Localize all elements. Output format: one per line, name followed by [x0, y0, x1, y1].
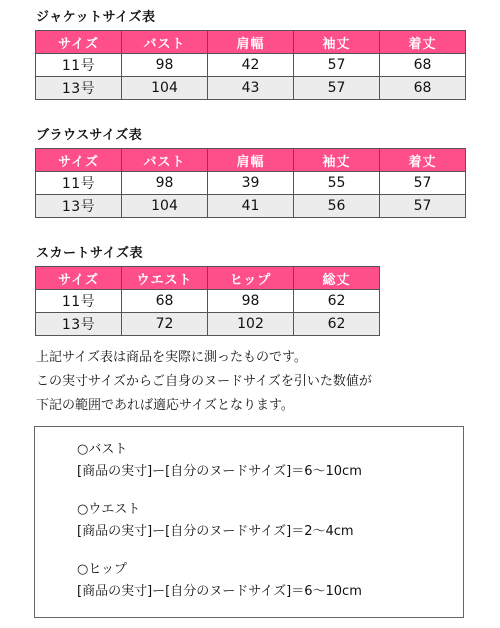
cell-value: 68: [380, 54, 466, 77]
cell-value: 104: [122, 77, 208, 100]
skirt-size-table: [35, 266, 380, 336]
fit-formula-box: [34, 426, 464, 618]
jacket-title: ジャケットサイズ表: [36, 10, 156, 25]
header-shoulder: 肩幅: [208, 31, 294, 54]
cell-size: 13号: [36, 313, 122, 336]
cell-value: 98: [208, 290, 294, 313]
cell-value: 62: [294, 313, 380, 336]
header-sleeve: 袖丈: [294, 31, 380, 54]
blouse-title: ブラウスサイズ表: [36, 128, 143, 143]
table-header-row: [36, 31, 466, 54]
formula-label: ○ウエスト: [77, 502, 141, 517]
header-total-length: 総丈: [294, 267, 380, 290]
cell-value: 39: [208, 172, 294, 195]
formula-hip: [77, 559, 362, 603]
cell-value: 43: [208, 77, 294, 100]
cell-value: 98: [122, 54, 208, 77]
header-hip: ヒップ: [208, 267, 294, 290]
cell-value: 57: [380, 172, 466, 195]
formula-text: [商品の実寸]ー[自分のヌードサイズ]＝6～10cm: [77, 584, 362, 599]
formula-label: ○ヒップ: [77, 562, 127, 577]
table-row: [36, 313, 380, 336]
table-row: [36, 290, 380, 313]
formula-label: ○バスト: [77, 442, 128, 457]
cell-value: 72: [122, 313, 208, 336]
cell-value: 56: [294, 195, 380, 218]
header-size: サイズ: [36, 267, 122, 290]
table-row: [36, 172, 466, 195]
cell-size: 13号: [36, 195, 122, 218]
header-length: 着丈: [380, 31, 466, 54]
size-notes: [36, 346, 372, 418]
cell-value: 42: [208, 54, 294, 77]
formula-text: [商品の実寸]ー[自分のヌードサイズ]＝6～10cm: [77, 464, 362, 479]
table-header-row: [36, 267, 380, 290]
cell-value: 62: [294, 290, 380, 313]
skirt-title: スカートサイズ表: [36, 246, 143, 261]
cell-value: 102: [208, 313, 294, 336]
header-size: サイズ: [36, 149, 122, 172]
formula-waist: [77, 499, 354, 543]
cell-value: 57: [380, 195, 466, 218]
cell-size: 13号: [36, 77, 122, 100]
table-row: [36, 77, 466, 100]
formula-bust: [77, 439, 362, 483]
table-header-row: [36, 149, 466, 172]
cell-value: 57: [294, 77, 380, 100]
table-row: [36, 54, 466, 77]
header-waist: ウエスト: [122, 267, 208, 290]
cell-value: 68: [122, 290, 208, 313]
header-length: 着丈: [380, 149, 466, 172]
note-line: 下記の範囲であれば適応サイズとなります。: [36, 398, 294, 413]
blouse-size-table: [35, 148, 466, 218]
note-line: 上記サイズ表は商品を実際に測ったものです。: [36, 350, 307, 365]
formula-text: [商品の実寸]ー[自分のヌードサイズ]＝2～4cm: [77, 524, 354, 539]
header-bust: バスト: [122, 149, 208, 172]
table-row: [36, 195, 466, 218]
jacket-size-table: [35, 30, 466, 100]
cell-value: 57: [294, 54, 380, 77]
header-shoulder: 肩幅: [208, 149, 294, 172]
header-bust: バスト: [122, 31, 208, 54]
cell-value: 104: [122, 195, 208, 218]
cell-size: 11号: [36, 54, 122, 77]
cell-value: 98: [122, 172, 208, 195]
header-size: サイズ: [36, 31, 122, 54]
cell-value: 41: [208, 195, 294, 218]
cell-value: 55: [294, 172, 380, 195]
header-sleeve: 袖丈: [294, 149, 380, 172]
cell-size: 11号: [36, 290, 122, 313]
note-line: この実寸サイズからご自身のヌードサイズを引いた数値が: [36, 374, 372, 389]
cell-value: 68: [380, 77, 466, 100]
cell-size: 11号: [36, 172, 122, 195]
